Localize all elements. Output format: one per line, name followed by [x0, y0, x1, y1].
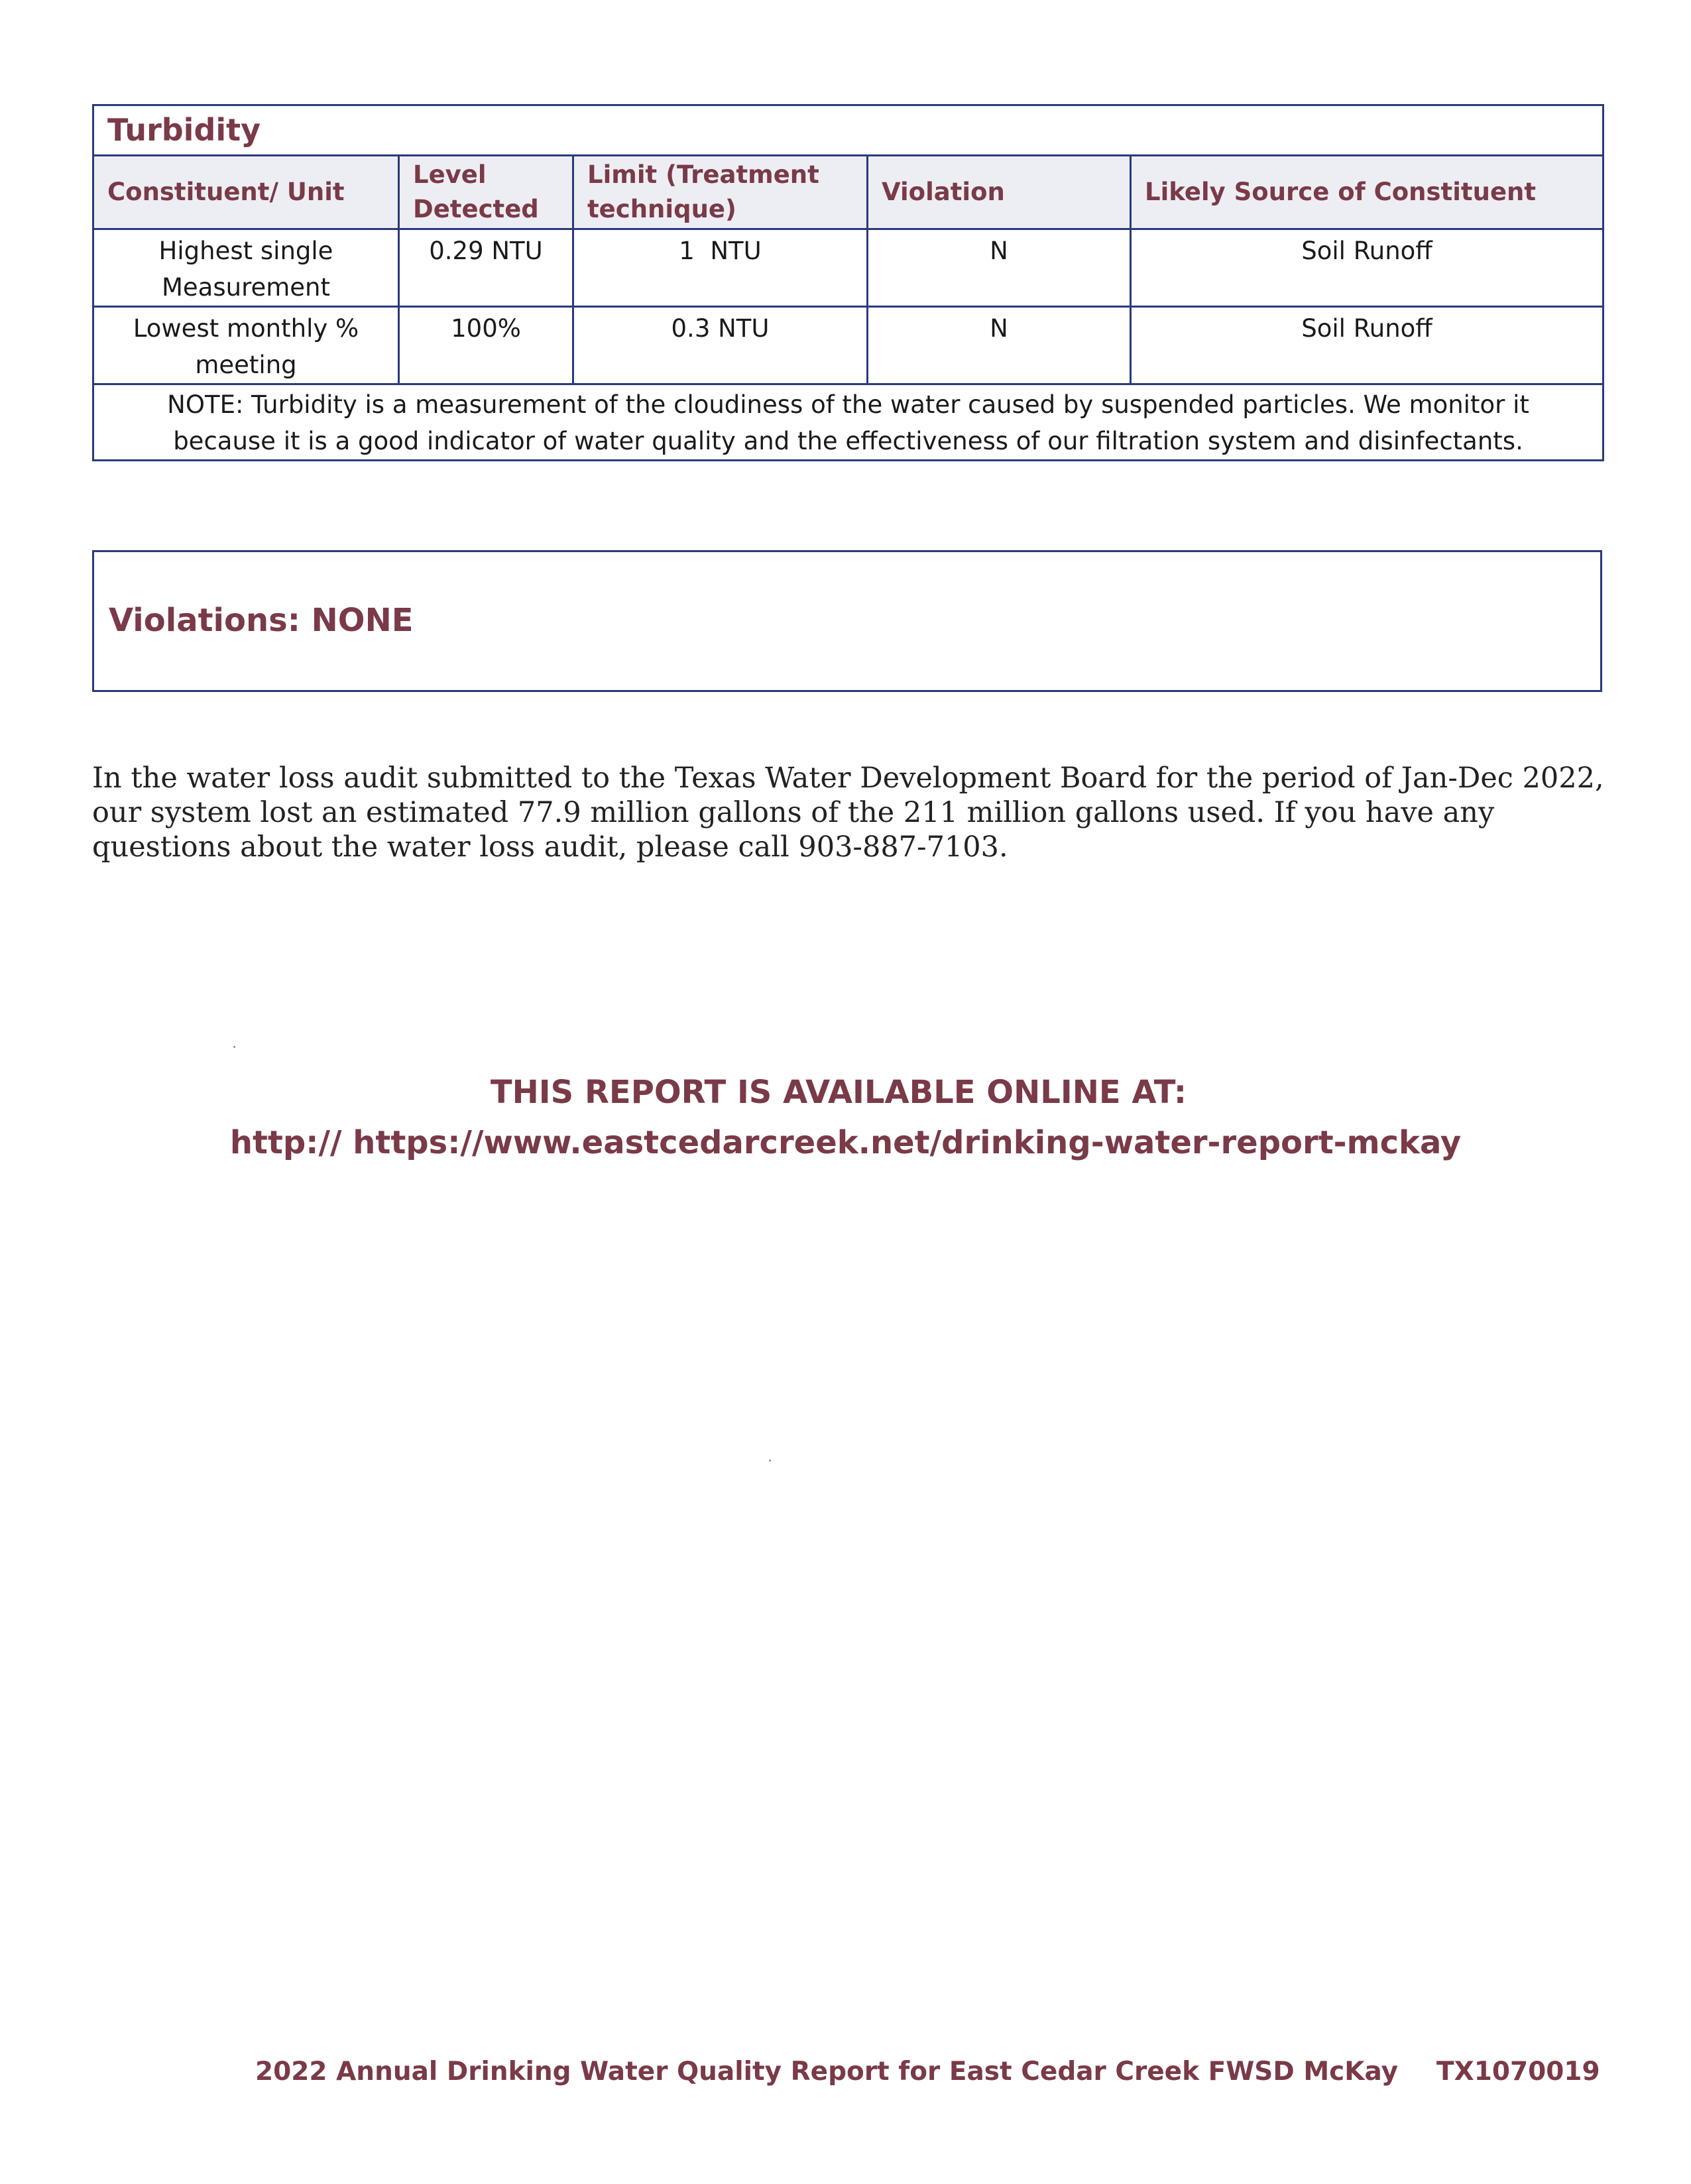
column-header-violation: Violation	[868, 156, 1131, 229]
column-header-likely-source: Likely Source of Constituent	[1131, 156, 1604, 229]
scan-speck	[233, 1046, 235, 1048]
cell-violation: N	[868, 229, 1131, 307]
turbidity-table	[92, 104, 1604, 461]
table-title-row	[93, 105, 1604, 156]
table-row	[93, 307, 1604, 384]
table-note-row	[93, 384, 1604, 461]
cell-limit: 1 NTU	[573, 229, 868, 307]
table-row	[93, 229, 1604, 307]
column-header-limit: Limit (Treatment technique)	[573, 156, 868, 229]
water-loss-audit-paragraph: In the water loss audit submitted to the Texas Water Development Board for the period of Jan-Dec 2022, our system lost an estimated 77.9 million gallons of the 211 million gallons used. If you have any questions about the water loss audit, please call 903-887-7103.	[92, 762, 1604, 864]
footer-pws-id: TX1070019	[1436, 2057, 1600, 2087]
violations-box	[92, 550, 1602, 692]
cell-likely-source: Soil Runoff	[1131, 307, 1604, 384]
cell-constituent: Highest single Measurement	[93, 229, 399, 307]
scan-speck	[769, 1460, 771, 1462]
violations-label: Violations: NONE	[109, 602, 414, 639]
cell-likely-source: Soil Runoff	[1131, 229, 1604, 307]
table-header-row	[93, 156, 1604, 229]
report-url-link[interactable]: http:// https://www.eastcedarcreek.net/drinking-water-report-mckay	[229, 1124, 1462, 1161]
footer-title: 2022 Annual Drinking Water Quality Report for East Cedar Creek FWSD McKay	[255, 2057, 1399, 2087]
cell-violation: N	[868, 307, 1131, 384]
column-header-level-detected: Level Detected	[399, 156, 573, 229]
online-heading: THIS REPORT IS AVAILABLE ONLINE AT:	[490, 1074, 1187, 1111]
column-header-constituent: Constituent/ Unit	[93, 156, 399, 229]
turbidity-note: NOTE: Turbidity is a measurement of the cloudiness of the water caused by suspended particles. We monitor it because it is a good indicator of water quality and the effectiveness of our filtration system and disinfectants.	[93, 384, 1604, 461]
cell-level-detected: 0.29 NTU	[399, 229, 573, 307]
cell-level-detected: 100%	[399, 307, 573, 384]
page-footer	[255, 2057, 1600, 2087]
table-title: Turbidity	[93, 105, 1604, 156]
cell-limit: 0.3 NTU	[573, 307, 868, 384]
cell-constituent: Lowest monthly % meeting	[93, 307, 399, 384]
